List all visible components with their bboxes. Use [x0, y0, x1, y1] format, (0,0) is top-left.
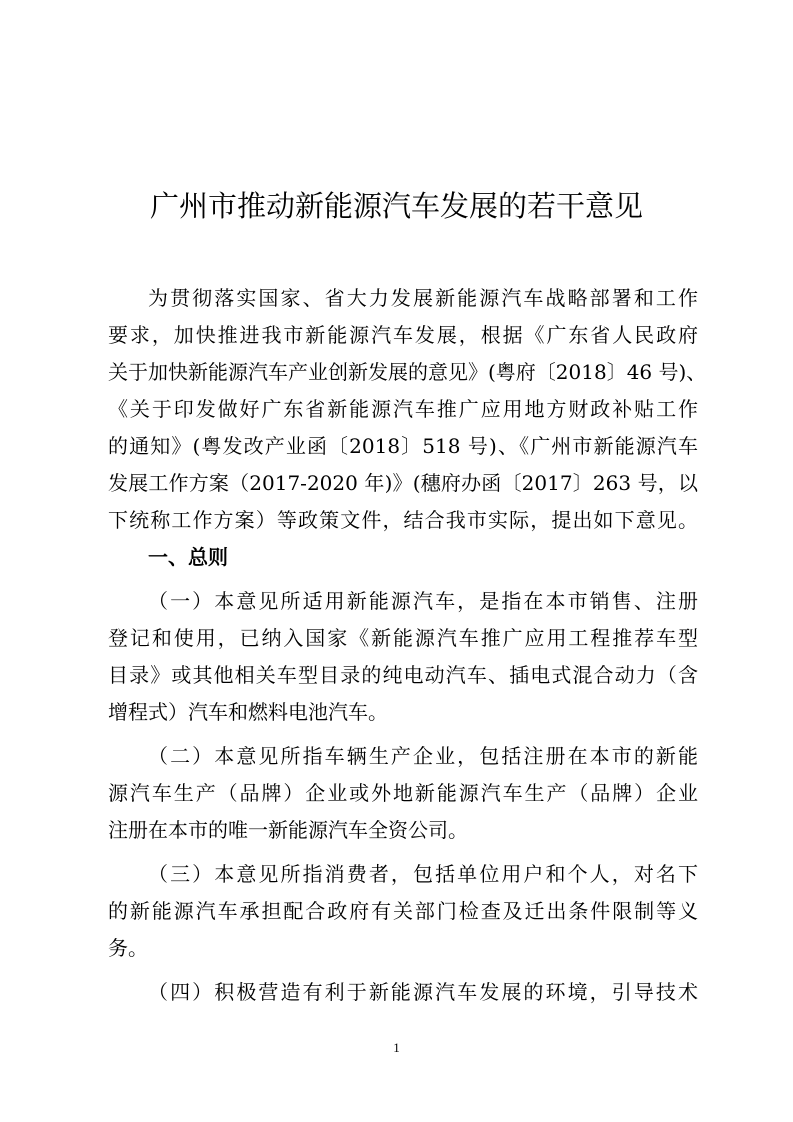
clause-paragraph [108, 583, 698, 731]
text-line: （二）本意见所指车辆生产企业，包括注册在本市的新能 [148, 744, 698, 768]
text-line: 《关于印发做好广东省新能源汽车推广应用地方财政补贴工作 [108, 397, 698, 421]
text-line: （一）本意见所适用新能源汽车，是指在本市销售、注册 [148, 589, 698, 613]
text-line: 的通知》(粤发改产业函〔2018〕518 号)、《广州市新能源汽车 [108, 434, 698, 458]
section-heading: 一、总则 [148, 545, 228, 569]
text-line: 目录》或其他相关车型目录的纯电动汽车、插电式混合动力（含 [108, 663, 698, 687]
text-line: 下统称工作方案）等政策文件，结合我市实际，提出如下意见。 [108, 508, 698, 532]
clause-paragraph [108, 738, 698, 849]
text-line: 源汽车生产（品牌）企业或外地新能源汽车生产（品牌）企业 [108, 781, 698, 805]
clause-paragraph [108, 974, 698, 1011]
page-number: 1 [393, 1040, 400, 1055]
document-title: 广州市推动新能源汽车发展的若干意见 [149, 189, 643, 223]
text-line: 增程式）汽车和燃料电池汽车。 [108, 700, 388, 724]
text-line: 发展工作方案（2017-2020 年)》(穗府办函〔2017〕263 号，以 [108, 471, 698, 495]
clause-paragraph [108, 856, 698, 967]
preamble-paragraph [108, 280, 707, 539]
text-line: 务。 [108, 936, 148, 960]
text-line: 为贯彻落实国家、省大力发展新能源汽车战略部署和工作 [148, 286, 698, 310]
text-line: 的新能源汽车承担配合政府有关部门检查及迁出条件限制等义 [108, 899, 698, 923]
text-line: （三）本意见所指消费者，包括单位用户和个人，对名下 [148, 862, 698, 886]
text-line: 注册在本市的唯一新能源汽车全资公司。 [108, 818, 468, 842]
text-line: 要求，加快推进我市新能源汽车发展，根据《广东省人民政府 [108, 323, 698, 347]
text-line: 关于加快新能源汽车产业创新发展的意见》(粤府〔2018〕46 号)、 [108, 360, 707, 384]
text-line: （四）积极营造有利于新能源汽车发展的环境，引导技术 [148, 980, 698, 1004]
text-line: 登记和使用，已纳入国家《新能源汽车推广应用工程推荐车型 [108, 626, 698, 650]
document-body [108, 280, 707, 1011]
